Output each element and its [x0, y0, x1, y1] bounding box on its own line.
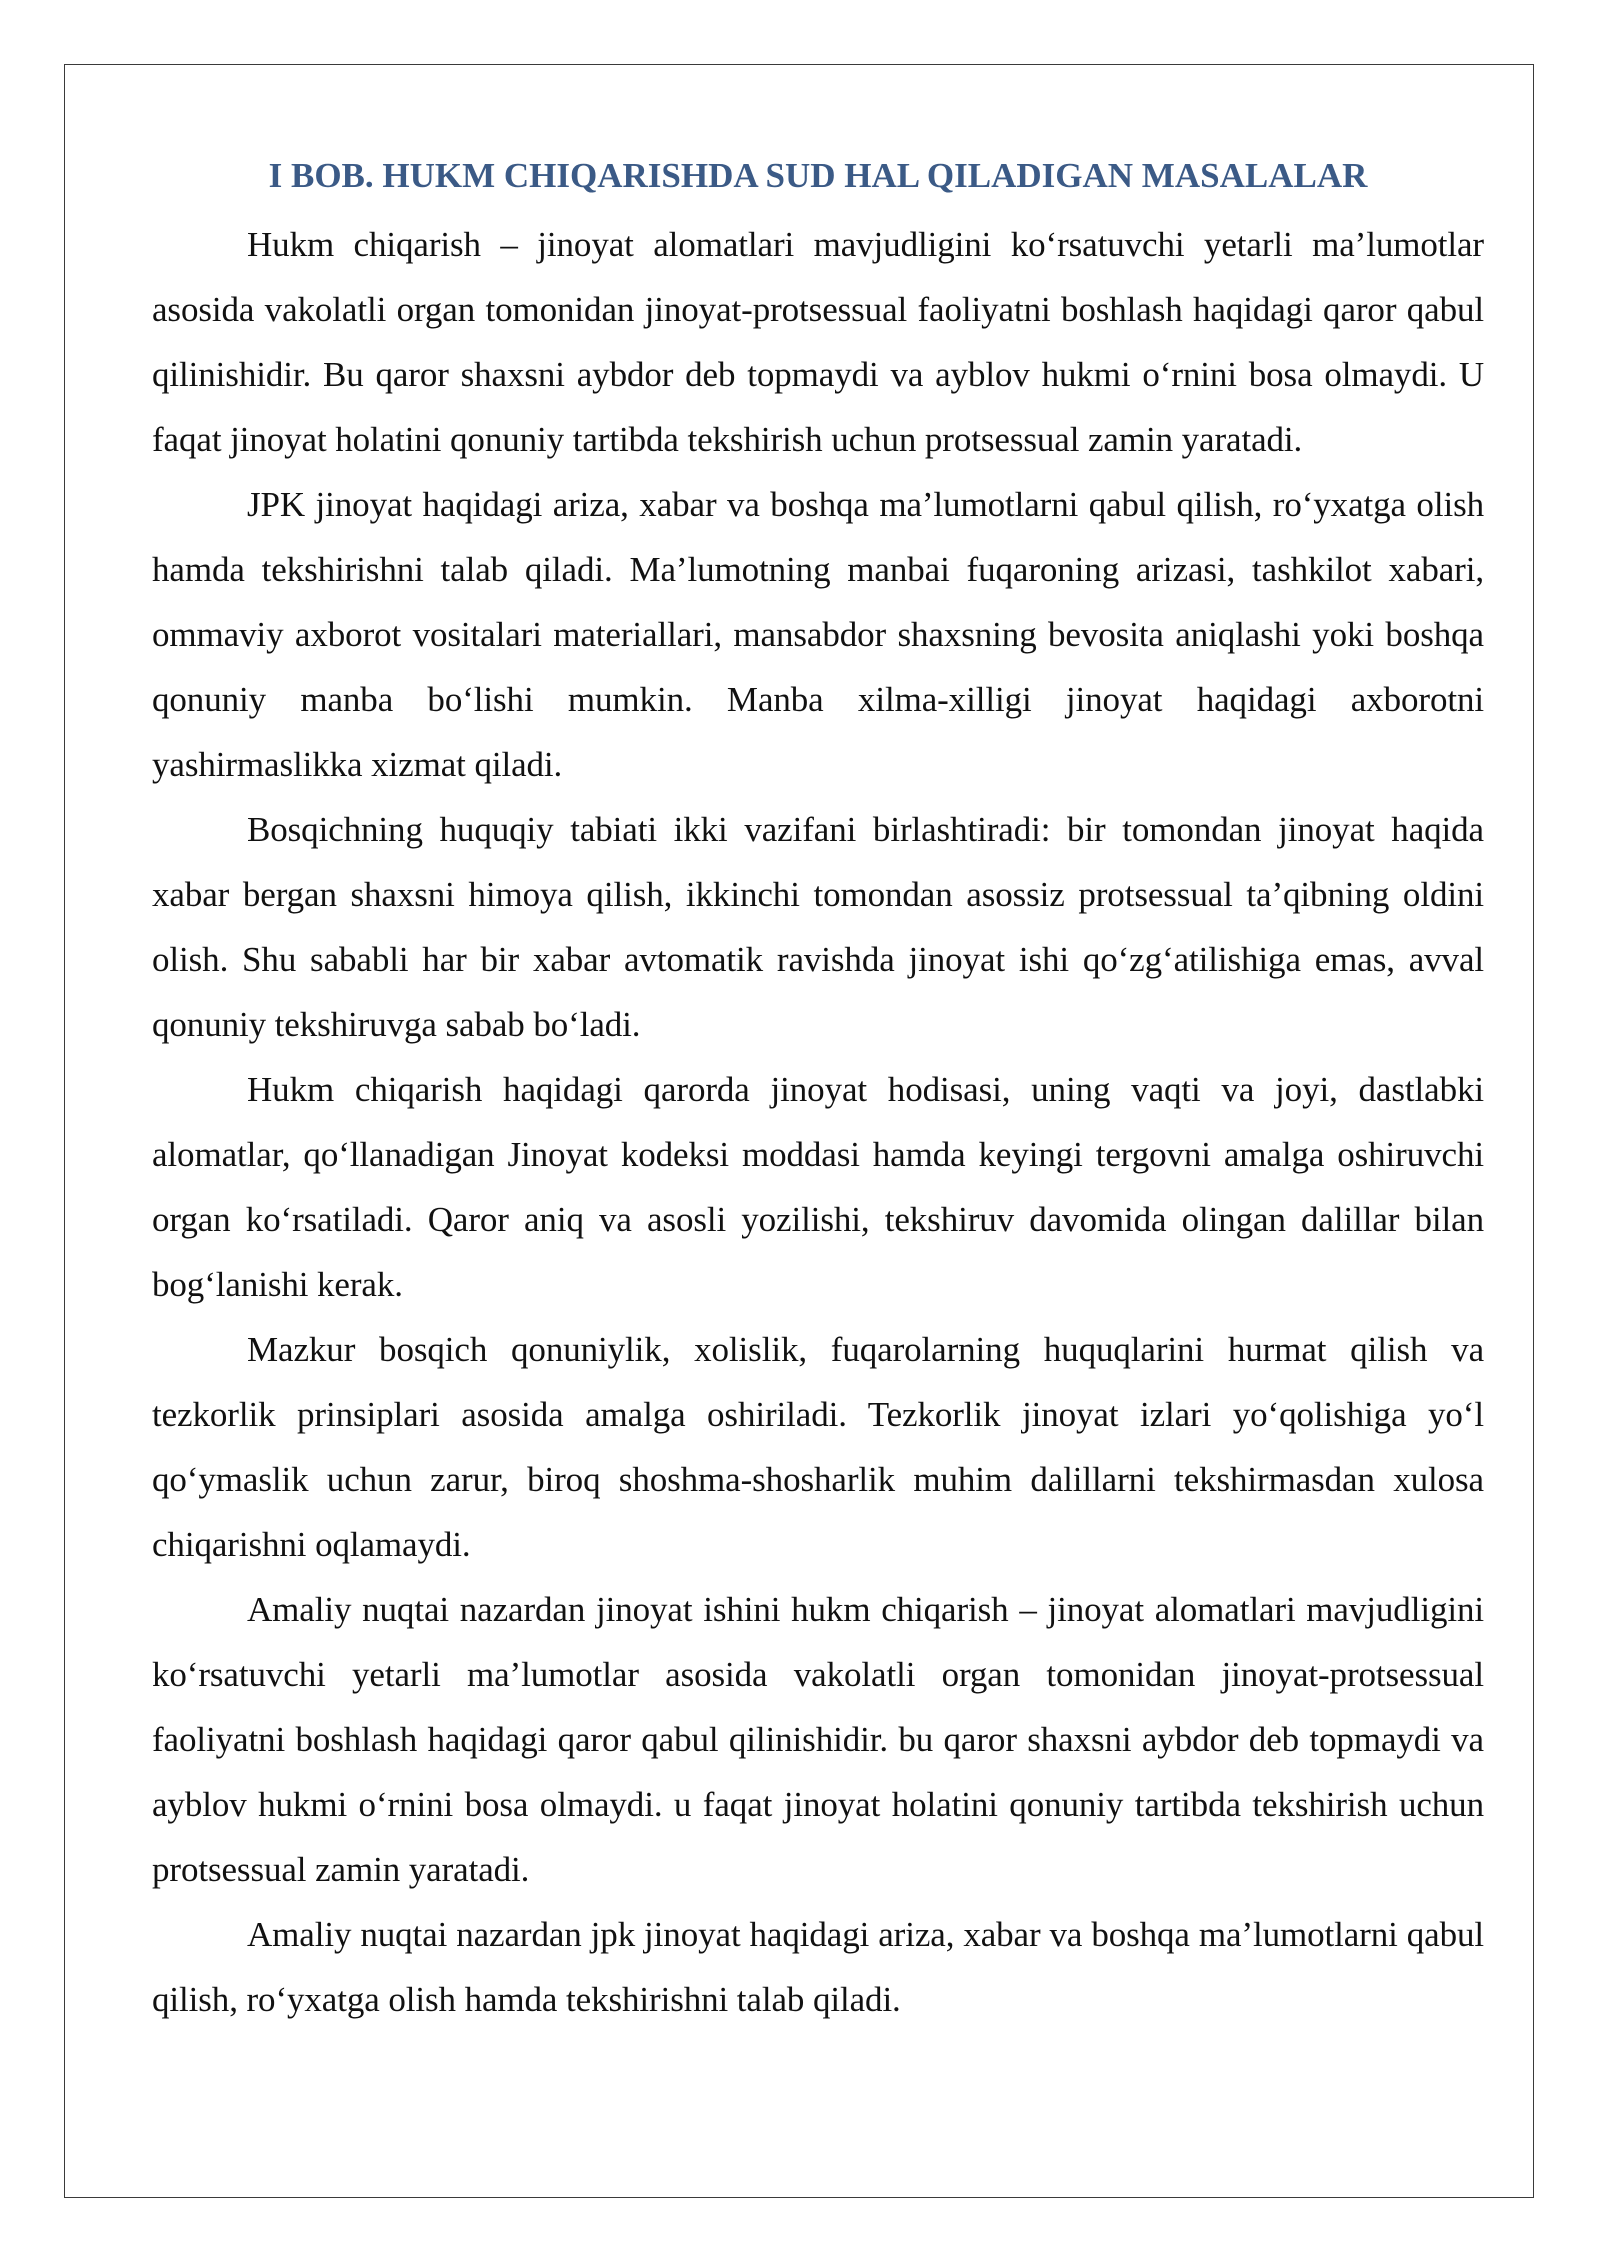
- chapter-heading: I BOB. HUKM CHIQARISHDA SUD HAL QILADIGAN MASALALAR: [268, 156, 1368, 195]
- document-body: [152, 146, 1484, 2032]
- paragraph-6: Amaliy nuqtai nazardan jinoyat ishini hukm chiqarish – jinoyat alomatlari mavjudligini ko‘rsatuvchi yetarli ma’lumotlar asosida vakolatli organ tomonidan jinoyat-protsessual faoliyatni boshlash haqidagi qaror qabul qilinishidir. bu qaror shaxsni aybdor deb topmaydi va ayblov hukmi o‘rnini bosa olmaydi. u faqat jinoyat holatini qonuniy tartibda tekshirish uchun protsessual zamin yaratadi.: [152, 1590, 1484, 1889]
- paragraph-5: Mazkur bosqich qonuniylik, xolislik, fuqarolarning huquqlarini hurmat qilish va tezkorlik prinsiplari asosida amalga oshiriladi. Tezkorlik jinoyat izlari yo‘qolishiga yo‘l qo‘ymaslik uchun zarur, biroq shoshma-shosharlik muhim dalillarni tekshirmasdan xulosa chiqarishni oqlamaydi.: [152, 1330, 1484, 1564]
- paragraph-3: Bosqichning huquqiy tabiati ikki vazifani birlashtiradi: bir tomondan jinoyat haqida xabar bergan shaxsni himoya qilish, ikkinchi tomondan asossiz protsessual ta’qibning oldini olish. Shu sababli har bir xabar avtomatik ravishda jinoyat ishi qo‘zg‘atilishiga emas, avval qonuniy tekshiruvga sabab bo‘ladi.: [152, 810, 1484, 1044]
- paragraph-2: JPK jinoyat haqidagi ariza, xabar va boshqa ma’lumotlarni qabul qilish, ro‘yxatga olish hamda tekshirishni talab qiladi. Ma’lumotning manbai fuqaroning arizasi, tashkilot xabari, ommaviy axborot vositalari materiallari, mansabdor shaxsning bevosita aniqlashi yoki boshqa qonuniy manba bo‘lishi mumkin. Manba xilma-xilligi jinoyat haqidagi axborotni yashirmaslikka xizmat qiladi.: [152, 485, 1484, 784]
- paragraph-1: Hukm chiqarish – jinoyat alomatlari mavjudligini ko‘rsatuvchi yetarli ma’lumotlar asosida vakolatli organ tomonidan jinoyat-protsessual faoliyatni boshlash haqidagi qaror qabul qilinishidir. Bu qaror shaxsni aybdor deb topmaydi va ayblov hukmi o‘rnini bosa olmaydi. U faqat jinoyat holatini qonuniy tartibda tekshirish uchun protsessual zamin yaratadi.: [152, 225, 1484, 459]
- paragraph-7: Amaliy nuqtai nazardan jpk jinoyat haqidagi ariza, xabar va boshqa ma’lumotlarni qabul qilish, ro‘yxatga olish hamda tekshirishni talab qiladi.: [152, 1915, 1484, 2019]
- paragraph-4: Hukm chiqarish haqidagi qarorda jinoyat hodisasi, uning vaqti va joyi, dastlabki alomatlar, qo‘llanadigan Jinoyat kodeksi moddasi hamda keyingi tergovni amalga oshiruvchi organ ko‘rsatiladi. Qaror aniq va asosli yozilishi, tekshiruv davomida olingan dalillar bilan bog‘lanishi kerak.: [152, 1070, 1484, 1304]
